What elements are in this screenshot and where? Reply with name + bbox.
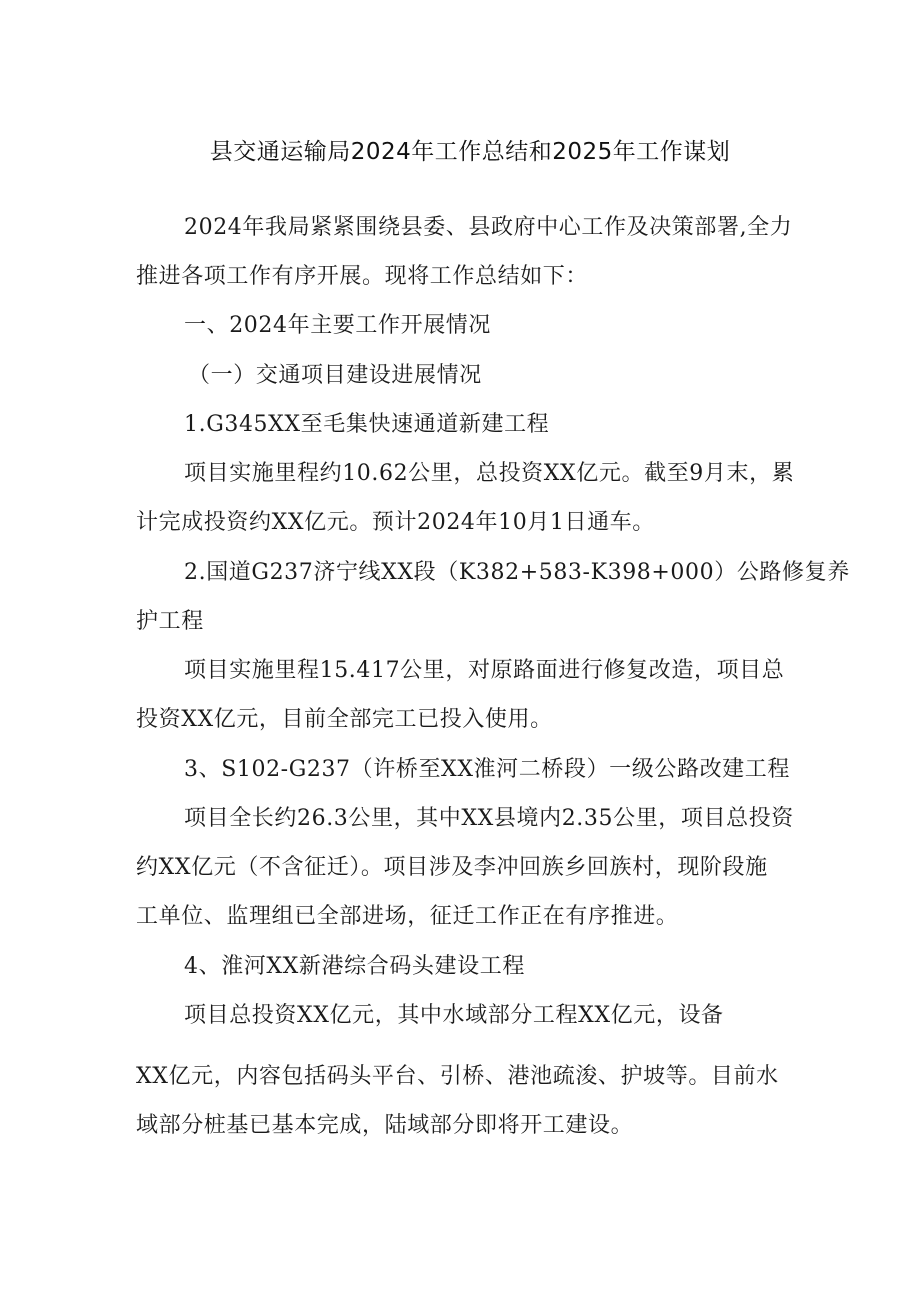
item-4-body-line-2: XX亿元，内容包括码头平台、引桥、港池疏浚、护坡等。目前水 bbox=[136, 1064, 779, 1089]
item-1-heading: 1.G345XX至毛集快速通道新建工程 bbox=[184, 412, 550, 437]
document-title bbox=[0, 136, 920, 168]
intro-line-1: 2024年我局紧紧围绕县委、县政府中心工作及决策部署,全力 bbox=[184, 215, 793, 240]
section-heading: 一、2024年主要工作开展情况 bbox=[184, 313, 491, 338]
item-2-heading-line-2: 护工程 bbox=[136, 609, 204, 634]
item-3-body-line-3: 工单位、监理组已全部进场，征迁工作正在有序推进。 bbox=[136, 904, 679, 929]
item-4-heading: 4、淮河XX新港综合码头建设工程 bbox=[184, 954, 525, 979]
item-3-heading: 3、S102-G237（许桥至XX淮河二桥段）一级公路改建工程 bbox=[184, 757, 790, 782]
item-1-body-line-1: 项目实施里程约10.62公里，总投资XX亿元。截至9月末，累 bbox=[184, 461, 795, 486]
intro-line-2: 推进各项工作有序开展。现将工作总结如下： bbox=[136, 264, 589, 289]
item-2-body-line-2: 投资XX亿元，目前全部完工已投入使用。 bbox=[136, 707, 553, 732]
item-1-body-line-2: 计完成投资约XX亿元。预计2024年10月1日通车。 bbox=[136, 510, 655, 535]
item-4-body-line-1: 项目总投资XX亿元，其中水域部分工程XX亿元，设备 bbox=[184, 1003, 724, 1028]
item-2-heading-line-1: 2.国道G237济宁线XX段（K382+583-K398+000）公路修复养 bbox=[184, 560, 850, 585]
document-title-text: 县交通运输局2024年工作总结和2025年工作谋划 bbox=[209, 139, 731, 165]
item-2-body-line-1: 项目实施里程15.417公里，对原路面进行修复改造，项目总 bbox=[184, 658, 785, 683]
item-3-body-line-2: 约XX亿元（不含征迁）。项目涉及李冲回族乡回族村，现阶段施 bbox=[136, 855, 768, 880]
subsection-heading: （一）交通项目建设进展情况 bbox=[188, 363, 482, 388]
item-4-body-line-3: 域部分桩基已基本完成，陆域部分即将开工建设。 bbox=[136, 1113, 634, 1138]
item-3-body-line-1: 项目全长约26.3公里，其中XX县境内2.35公里，项目总投资 bbox=[184, 806, 794, 831]
